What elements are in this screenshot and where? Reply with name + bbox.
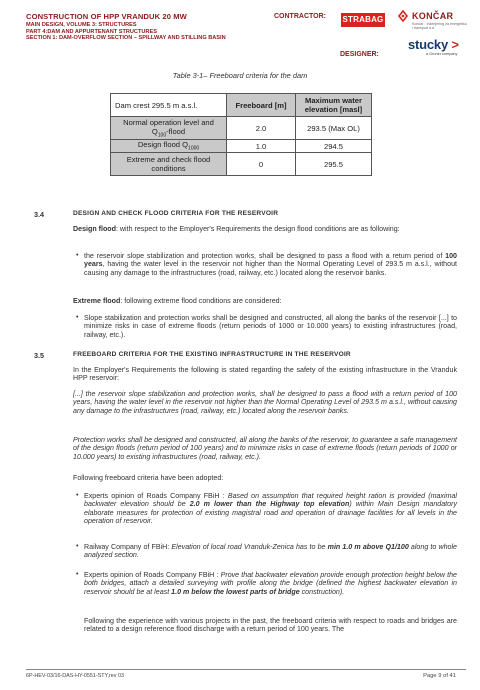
table-row <box>111 140 372 153</box>
document-header <box>26 12 256 42</box>
adopted-criteria-paragraph: Following freeboard criteria have been adopted: <box>73 474 224 482</box>
table-header-row <box>111 94 372 117</box>
bullet-text: along to whole analyzed section. <box>84 543 457 560</box>
bullet-text: Elevation of local road Vranduk-Zenica has to be <box>171 543 328 551</box>
document-code: 6P-HEV-03/16-DAS-HY-0551-STY,rev 03 <box>26 673 124 679</box>
header-max-water: Maximum water elevation [masl] <box>296 94 372 117</box>
design-flood-text: : with respect to the Employer's Requirements the design flood conditions are as following: <box>115 225 400 233</box>
header-dam-crest: Dam crest 295.5 m a.s.l. <box>111 94 227 117</box>
design-flood-paragraph <box>73 225 457 233</box>
table-row <box>111 153 372 176</box>
bullet-text: construction). <box>299 587 345 596</box>
table-row <box>111 117 372 140</box>
quote-paragraph-1: [...] the reservoir slope stabilization and protection works, shall be designed to pass a flood with a return period of 100 years, having the water level in the reservoir not higher than the Normal Operating Level of 293.5 m a.s.l., without causing any damage to the infrastructures (road, railway, etc.) located along the reservoir banks. <box>73 390 457 415</box>
design-flood-bullet <box>84 252 457 277</box>
stucky-subtitle: a Gruner company <box>426 52 458 56</box>
roads-company-bullet-2 <box>84 571 457 596</box>
experience-paragraph: Following the experience with various projects in the past, the freeboard criteria with respect to roads and bridges are related to a design reference flood discharge with a return period of 100 years. The <box>84 617 457 634</box>
row-label: Normal operation level and $Q_{100}$-flood <box>111 117 227 140</box>
extreme-flood-bullet: Slope stabilization and protection works shall be designed and constructed, all along the banks of the reservoir [...] to minimize risks in case of extreme floods (return periods of 1000 or 10.000 years) to existing infrastructures (road, railway, etc.). <box>84 314 457 339</box>
stucky-logo <box>408 37 468 56</box>
row-elevation: 294.5 <box>296 140 372 153</box>
koncar-subtitle-1: Končar - Inženjering za energetiku <box>412 22 467 26</box>
bullet-text: Prove that backwater elevation provide enough protection height below the both bridges, attach a detailed surveying with profile along the bridge (defined the highest backwater elevation in reservoir should be at least <box>84 571 457 596</box>
extreme-flood-text: : following extreme flood conditions are considered: <box>120 297 282 305</box>
row-elevation: 293.5 (Max OL) <box>296 117 372 140</box>
row-freeboard: 2.0 <box>227 117 296 140</box>
section-number-3-4: 3.4 <box>34 210 44 219</box>
bullet-text: , having the water level in the reservoir not higher than the Normal Operating Level of 293.5 m a.s.l., without causing any damage to the infrastructures (road, railway, etc.) located along the reservoir banks. <box>84 260 457 277</box>
section-title-3-5: FREEBOARD CRITERIA FOR THE EXISTING INFRASTRUCTURE IN THE RESERVOIR <box>73 351 351 358</box>
extreme-flood-term: Extreme flood <box>73 297 121 305</box>
freeboard-table <box>110 93 372 176</box>
bullet-text: the reservoir slope stabilization and protection works, shall be designed to pass a flood with a return period of <box>84 252 446 260</box>
bullet-highlight: 1.0 m below the lowest parts of bridge <box>171 587 300 596</box>
bullet-highlight: min 1.0 m above Q1/100 <box>327 543 409 551</box>
railway-company-bullet <box>84 543 457 560</box>
header-freeboard: Freeboard [m] <box>227 94 296 117</box>
koncar-logo <box>397 10 467 30</box>
footer-divider <box>26 669 466 670</box>
quote-paragraph-2: Protection works shall be designed and constructed, all along the banks of the reservoir, to guarantee a safe management of the design floods (return period of 100 years) and to minimize risks in case of extreme floods (return periods of 1000 or 10.000 years) to existing infrastructures (road, railway, etc.). <box>73 436 457 461</box>
stucky-name: stucky <box>408 37 448 52</box>
strabag-logo: STRABAG <box>341 13 385 27</box>
design-flood-term: Design flood <box>73 225 116 233</box>
header-line-3: SECTION 1: DAM-OVERFLOW SECTION – SPILLWAY AND STILLING BASIN <box>26 35 226 42</box>
header-line-1: MAIN DESIGN, VOLUME 3: STRUCTURES <box>26 22 137 28</box>
bullet-icon: • <box>76 314 79 321</box>
bullet-icon: • <box>76 571 79 578</box>
header-line-2: PART 4:DAM AND APPURTENANT STRUCTURES <box>26 28 157 35</box>
koncar-mark-icon <box>397 10 409 22</box>
koncar-name: KONČAR <box>412 11 454 21</box>
row-freeboard: 0 <box>227 153 296 176</box>
bullet-icon: • <box>76 543 79 550</box>
roads-company-bullet-1 <box>84 492 457 526</box>
bullet-highlight: 2.0 m lower than the Highway top elevation <box>189 500 350 509</box>
bullet-text: Experts opinion of Roads Company FBiH : <box>84 492 228 500</box>
page-number: Page 9 of 41 <box>423 673 456 679</box>
designer-label: DESIGNER: <box>340 51 379 58</box>
stucky-chevron-icon: > <box>448 37 459 52</box>
project-title: CONSTRUCTION OF HPP VRANDUK 20 MW <box>26 12 187 21</box>
table-caption: Table 3-1– Freeboard criteria for the dam <box>172 71 308 80</box>
koncar-subtitle-2: i transport d.d. <box>412 26 435 31</box>
contractor-label: CONTRACTOR: <box>274 13 326 20</box>
row-label: Extreme and check flood conditions <box>111 153 227 176</box>
bullet-text: Railway Company of FBiH: <box>84 543 172 551</box>
row-freeboard: 1.0 <box>227 140 296 153</box>
bullet-text: Experts opinion of Roads Company FBiH : <box>84 571 221 579</box>
bullet-icon: • <box>76 252 79 259</box>
row-elevation: 295.5 <box>296 153 372 176</box>
bullet-highlight: 100 years <box>84 252 457 269</box>
row-label: Design flood $Q_{1000}$ <box>111 140 227 153</box>
requirements-paragraph: In the Employer's Requirements the following is stated regarding the safety of the existing infrastructure in the Vranduk HPP reservoir: <box>73 366 457 383</box>
bullet-text: ) within Main Design mandatory elaborate measures for protection of existing magistral road and operation of drainage facilities for all levels in the operation of reservoir. <box>84 500 457 526</box>
section-number-3-5: 3.5 <box>34 351 44 360</box>
section-title-3-4: DESIGN AND CHECK FLOOD CRITERIA FOR THE RESERVOIR <box>73 210 279 217</box>
bullet-icon: • <box>76 492 79 499</box>
bullet-text: Based on assumption that required height ration is provided (maximal backwater elevation should be <box>84 492 457 509</box>
extreme-flood-paragraph <box>73 297 457 305</box>
